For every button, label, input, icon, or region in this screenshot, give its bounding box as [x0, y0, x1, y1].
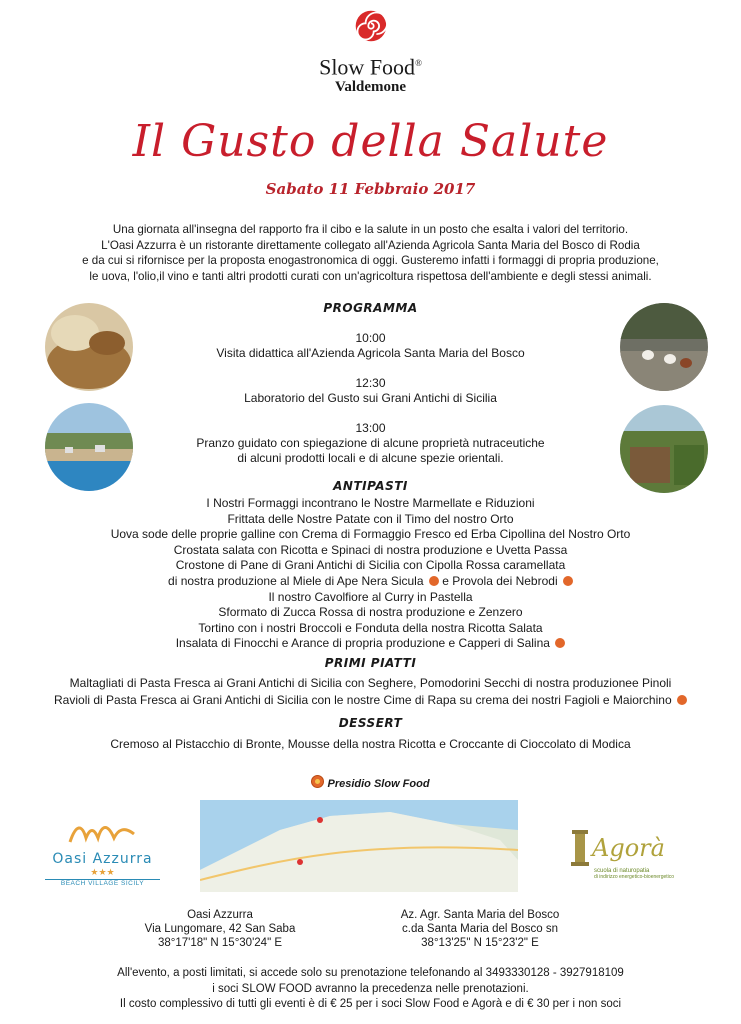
menu-item-text: e Provola dei Nebrodi: [442, 573, 558, 588]
location-map[interactable]: [200, 800, 518, 892]
menu-item: Uova sode delle proprie galline con Crema di Formaggio Fresco ed Erba Cipollina del Nostro Orto: [110, 527, 631, 542]
brand-subtitle: Valdemone: [334, 79, 407, 96]
intro-line: Una giornata all'insegna del rapporto fra il cibo e la salute in un posto che esalta i valori del territorio.: [112, 223, 629, 236]
menu-item: [0, 636, 741, 652]
antipasti-heading: ANTIPASTI: [333, 479, 408, 493]
menu-item: Frittata delle Nostre Patate con il Timo del nostro Orto: [227, 511, 514, 526]
oasi-azzurra-logo: [35, 820, 170, 887]
intro-line: L'Oasi Azzurra è un ristorante direttamente collegato all'Azienda Agricola Santa Maria del Bosco di Rodia: [101, 238, 640, 252]
menu-item-text: Insalata di Finocchi e Arance di propria produzione e Capperi di Salina: [175, 636, 550, 651]
footer-line: i soci SLOW FOOD avranno la precedenza nelle prenotazioni.: [212, 982, 529, 995]
slow-food-logo: [0, 8, 741, 95]
program-item: [0, 331, 741, 361]
program-time: 10:00: [355, 331, 386, 345]
address-oasi: [120, 908, 320, 950]
footer-line: Il costo complessivo di tutti gli eventi è di € 25 per i soci Slow Food e Agorà e di € 30 per i non soci: [119, 998, 622, 1010]
agora-logo: [568, 828, 698, 880]
presidio-icon: [429, 576, 439, 586]
brand-name: Slow Food®: [319, 54, 422, 80]
presidio-icon: [555, 638, 565, 648]
snail-icon: [353, 8, 389, 44]
menu-item: Cremoso al Pistacchio di Bronte, Mousse della nostra Ricotta e Croccante di Cioccolato di Modica: [110, 737, 631, 751]
address-coords: 38°17'18" N 15°30'24" E: [157, 937, 283, 949]
intro-text: [0, 222, 741, 284]
intro-line: e da cui si rifornisce per la proposta enogastronomica di oggi. Gusteremo infatti i formaggi di propria produzione,: [82, 254, 659, 267]
oasi-tagline: BEACH VILLAGE SICILY: [45, 879, 160, 887]
address-coords: 38°13'25" N 15°23'2" E: [421, 937, 539, 949]
program-desc: Visita didattica all'Azienda Agricola Santa Maria del Bosco: [216, 346, 525, 360]
event-date: Sabato 11 Febbraio 2017: [265, 180, 476, 198]
dessert-list: [0, 737, 741, 751]
menu-item-text: di nostra produzione al Miele di Ape Nera Sicula: [168, 573, 424, 588]
primi-heading: PRIMI PIATTI: [324, 656, 417, 670]
program-desc: di alcuni prodotti locali e di alcune spezie orientali.: [237, 451, 504, 465]
address-street: Via Lungomare, 42 San Saba: [144, 923, 296, 935]
program-item: [0, 376, 741, 406]
program-desc: Laboratorio del Gusto sui Grani Antichi di Sicilia: [244, 391, 497, 405]
presidio-legend: [0, 775, 741, 790]
menu-item: [0, 692, 741, 709]
programma-heading: PROGRAMMA: [323, 301, 418, 315]
menu-item: Crostata salata con Ricotta e Spinaci di nostra produzione e Uvetta Passa: [173, 542, 568, 557]
antipasti-list: [0, 496, 741, 652]
menu-item: Il nostro Cavolfiore al Curry in Pastella: [268, 589, 473, 604]
wave-icon: [68, 820, 138, 846]
oasi-name: Oasi Azzurra: [52, 851, 153, 867]
address-name: Oasi Azzurra: [187, 909, 253, 921]
intro-line: le uova, l'olio,il vino e tanti altri prodotti curati con un'agricoltura rispettosa dell'ambiente e degli stessi animali.: [89, 269, 652, 283]
event-title: Il Gusto della Salute: [132, 116, 609, 167]
column-icon: [568, 828, 592, 868]
oasi-stars: ★★★: [90, 867, 115, 877]
program-time: 12:30: [355, 376, 386, 390]
menu-item: I Nostri Formaggi incontrano le Nostre Marmellate e Riduzioni: [206, 496, 535, 510]
footer-line: All'evento, a posti limitati, si accede solo su prenotazione telefonando al 3493330128 - 3927918109: [117, 967, 624, 979]
presidio-icon: [677, 695, 687, 705]
program-desc: Pranzo guidato con spiegazione di alcune proprietà nutraceutiche: [196, 436, 545, 450]
program-item: [0, 421, 741, 466]
primi-list: [0, 675, 741, 709]
agora-tagline: di indirizzo energetico-bioenergetico: [594, 874, 675, 880]
agora-tagline: scuola di naturopatia: [594, 868, 650, 874]
presidio-icon: [563, 576, 573, 586]
program-time: 13:00: [355, 421, 386, 435]
menu-item: [0, 574, 741, 590]
menu-item: Tortino con i nostri Broccoli e Fonduta della nostra Ricotta Salata: [198, 620, 543, 635]
menu-item: Crostone di Pane di Grani Antichi di Sicilia con Cipolla Rossa caramellata: [175, 558, 566, 573]
agora-name: Agorà: [592, 834, 665, 862]
dessert-heading: DESSERT: [338, 716, 403, 730]
menu-item: Sformato di Zucca Rossa di nostra produzione e Zenzero: [218, 605, 523, 620]
presidio-label: Presidio Slow Food: [327, 778, 430, 790]
address-name: Az. Agr. Santa Maria del Bosco: [400, 909, 560, 921]
address-street: c.da Santa Maria del Bosco sn: [402, 923, 558, 935]
menu-item-text: Ravioli di Pasta Fresca ai Grani Antichi di Sicilia con le nostre Cime di Rapa su crema dei nostri Fagioli e Maiorchino: [54, 693, 672, 707]
footer-info: [0, 966, 741, 1013]
presidio-icon: [311, 775, 324, 788]
menu-item: Maltagliati di Pasta Fresca ai Grani Antichi di Sicilia con Seghere, Pomodorini Secchi di nostra produzionee Pinoli: [69, 676, 672, 690]
address-azienda: [370, 908, 590, 950]
